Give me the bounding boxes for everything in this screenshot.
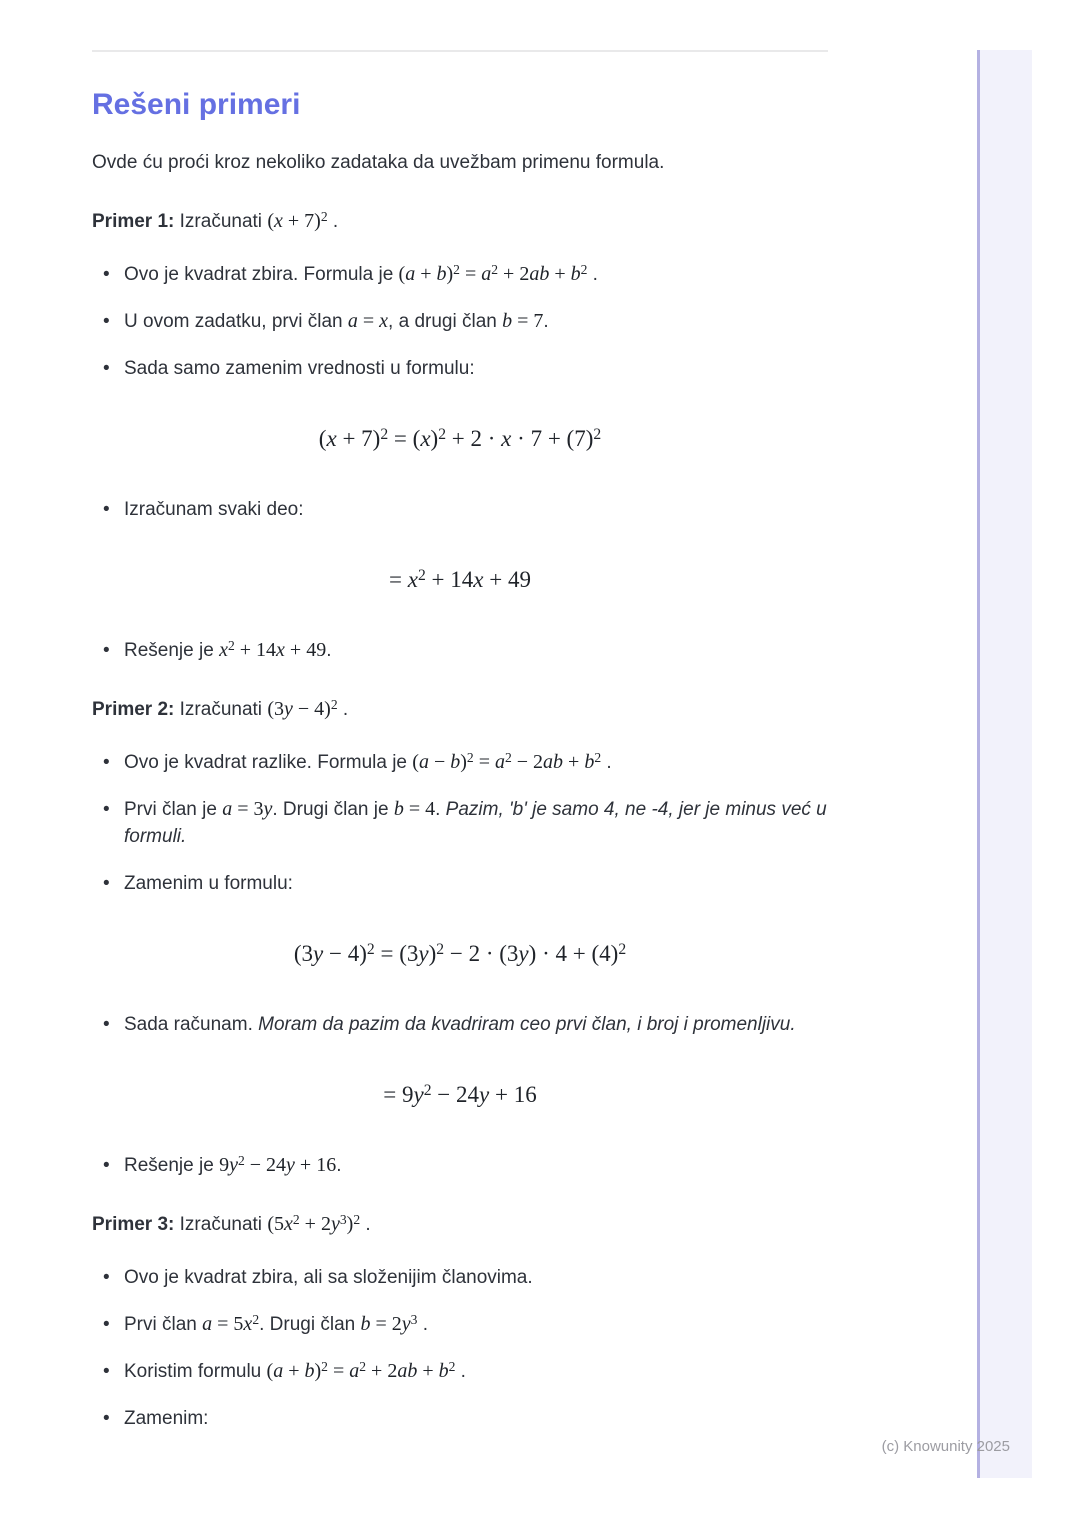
bullet-marker: • — [103, 1155, 110, 1176]
bullet-text: Ovo je kvadrat zbira. Formula je $(a + b)^2 = a^2 + 2ab + b^2$ . — [124, 261, 598, 285]
inline-math: $(a - b)^2 = a^2 - 2ab + b^2$ — [412, 749, 602, 773]
bullet-text: U ovom zadatku, prvi član a = x, a drugi član b = 7. — [124, 310, 549, 332]
primer-line: Primer 3: Izračunati $(5x^2 + 2y^3)^2$ . — [92, 1211, 371, 1235]
bullet-text: Ovo je kvadrat razlike. Formula je $(a - b)^2 = a^2 - 2ab + b^2$ . — [124, 749, 612, 773]
bullet-item — [92, 1358, 828, 1385]
bullet-text: Koristim formulu $(a + b)^2 = a^2 + 2ab + b^2$ . — [124, 1358, 466, 1382]
inline-math: $(3y - 4)^2$ — [267, 696, 338, 720]
display-equation — [92, 565, 828, 595]
bullet-marker: • — [103, 311, 110, 332]
bullet-item — [92, 308, 828, 335]
bullet-marker: • — [103, 499, 110, 520]
copyright-note: (c) Knowunity 2025 — [881, 1438, 1010, 1455]
inline-math: $b = 2y^3$ — [360, 1311, 418, 1335]
bullet-text: Ovo je kvadrat zbira, ali sa složenijim članovima. — [124, 1267, 533, 1288]
bullet-text: Izračunam svaki deo: — [124, 499, 304, 520]
bullet-marker: • — [103, 752, 110, 773]
bullet-item — [92, 1152, 828, 1179]
bullet-marker: • — [103, 1361, 110, 1382]
bold-label: Primer 1: — [92, 211, 175, 232]
equation-math: $(x + 7)^2 = (x)^2 + 2 \cdot x \cdot 7 + (7)^2$ — [318, 425, 602, 451]
bullet-item — [92, 1011, 828, 1038]
inline-math: b = 7 — [502, 310, 544, 332]
bullet-text: Prvi član $a = 5x^2$. Drugi član $b = 2y^3$ . — [124, 1311, 429, 1335]
inline-math: $(x + 7)^2$ — [267, 208, 328, 232]
inline-math: a = 3y — [222, 798, 273, 820]
bullet-item — [92, 1405, 828, 1432]
inline-math: $(a + b)^2 = a^2 + 2ab + b^2$ — [266, 1358, 456, 1382]
bullet-marker: • — [103, 358, 110, 379]
bullet-marker: • — [103, 799, 110, 820]
inline-math: $(a + b)^2 = a^2 + 2ab + b^2$ — [398, 261, 588, 285]
bullet-marker: • — [103, 1314, 110, 1335]
display-equation — [92, 1080, 828, 1110]
italic-note: Moram da pazim da kvadriram ceo prvi član, i broj i promenljivu. — [258, 1014, 796, 1035]
inline-math: $a = 5x^2$ — [202, 1311, 260, 1335]
inline-math: $(5x^2 + 2y^3)^2$ — [267, 1211, 361, 1235]
bullet-text: Zamenim: — [124, 1408, 209, 1429]
inline-math: $9y^2 - 24y + 16$ — [219, 1152, 337, 1176]
bullet-marker: • — [103, 1408, 110, 1429]
italic-note: Pazim, 'b' je samo 4, ne -4, jer je minus već u formuli. — [124, 799, 827, 847]
bold-label: Primer 3: — [92, 1214, 175, 1235]
inline-math: $x^2 + 14x + 49$ — [219, 637, 327, 661]
bullet-item — [92, 261, 828, 288]
bullet-text: Rešenje je $x^2 + 14x + 49$. — [124, 637, 332, 661]
primer-line: Primer 1: Izračunati $(x + 7)^2$ . — [92, 208, 339, 232]
bullet-marker: • — [103, 1014, 110, 1035]
bullet-marker: • — [103, 1267, 110, 1288]
page-title: Rešeni primeri — [92, 88, 301, 121]
bullet-text: Sada računam. Moram da pazim da kvadriram ceo prvi član, i broj i promenljivu. — [124, 1014, 796, 1035]
equation-math: = $9y^2 - 24y + 16$ — [383, 1081, 537, 1107]
content-column — [92, 52, 828, 1452]
bullet-item — [92, 496, 828, 523]
content-blocks — [92, 208, 828, 1432]
bullet-item — [92, 870, 828, 897]
primer-line: Primer 2: Izračunati $(3y - 4)^2$ . — [92, 696, 349, 720]
inline-math: a = x — [347, 310, 389, 332]
display-equation — [92, 939, 828, 969]
equation-math: $(3y - 4)^2 = (3y)^2 - 2 \cdot (3y) \cdot 4 + (4)^2$ — [293, 940, 627, 966]
bullet-item — [92, 637, 828, 664]
bullet-item — [92, 1264, 828, 1291]
inline-math: b = 4 — [393, 798, 436, 820]
bullet-text: Rešenje je $9y^2 - 24y + 16$. — [124, 1152, 342, 1176]
bullet-item — [92, 749, 828, 776]
right-margin-band — [977, 50, 1032, 1478]
equation-math: = $x^2 + 14x + 49$ — [389, 566, 531, 592]
display-equation — [92, 424, 828, 454]
bullet-text: Prvi član je a = 3y. Drugi član je b = 4. Pazim, 'b' je samo 4, ne -4, jer je minus već u formuli. — [124, 798, 827, 847]
bullet-text: Sada samo zamenim vrednosti u formulu: — [124, 358, 475, 379]
bullet-item — [92, 355, 828, 382]
bullet-text: Zamenim u formulu: — [124, 873, 293, 894]
bullet-item — [92, 1311, 828, 1338]
bullet-item — [92, 796, 828, 850]
bullet-marker: • — [103, 873, 110, 894]
bullet-marker: • — [103, 640, 110, 661]
bold-label: Primer 2: — [92, 699, 175, 720]
bullet-marker: • — [103, 264, 110, 285]
intro-paragraph: Ovde ću proći kroz nekoliko zadataka da uvežbam primenu formula. — [92, 152, 665, 173]
